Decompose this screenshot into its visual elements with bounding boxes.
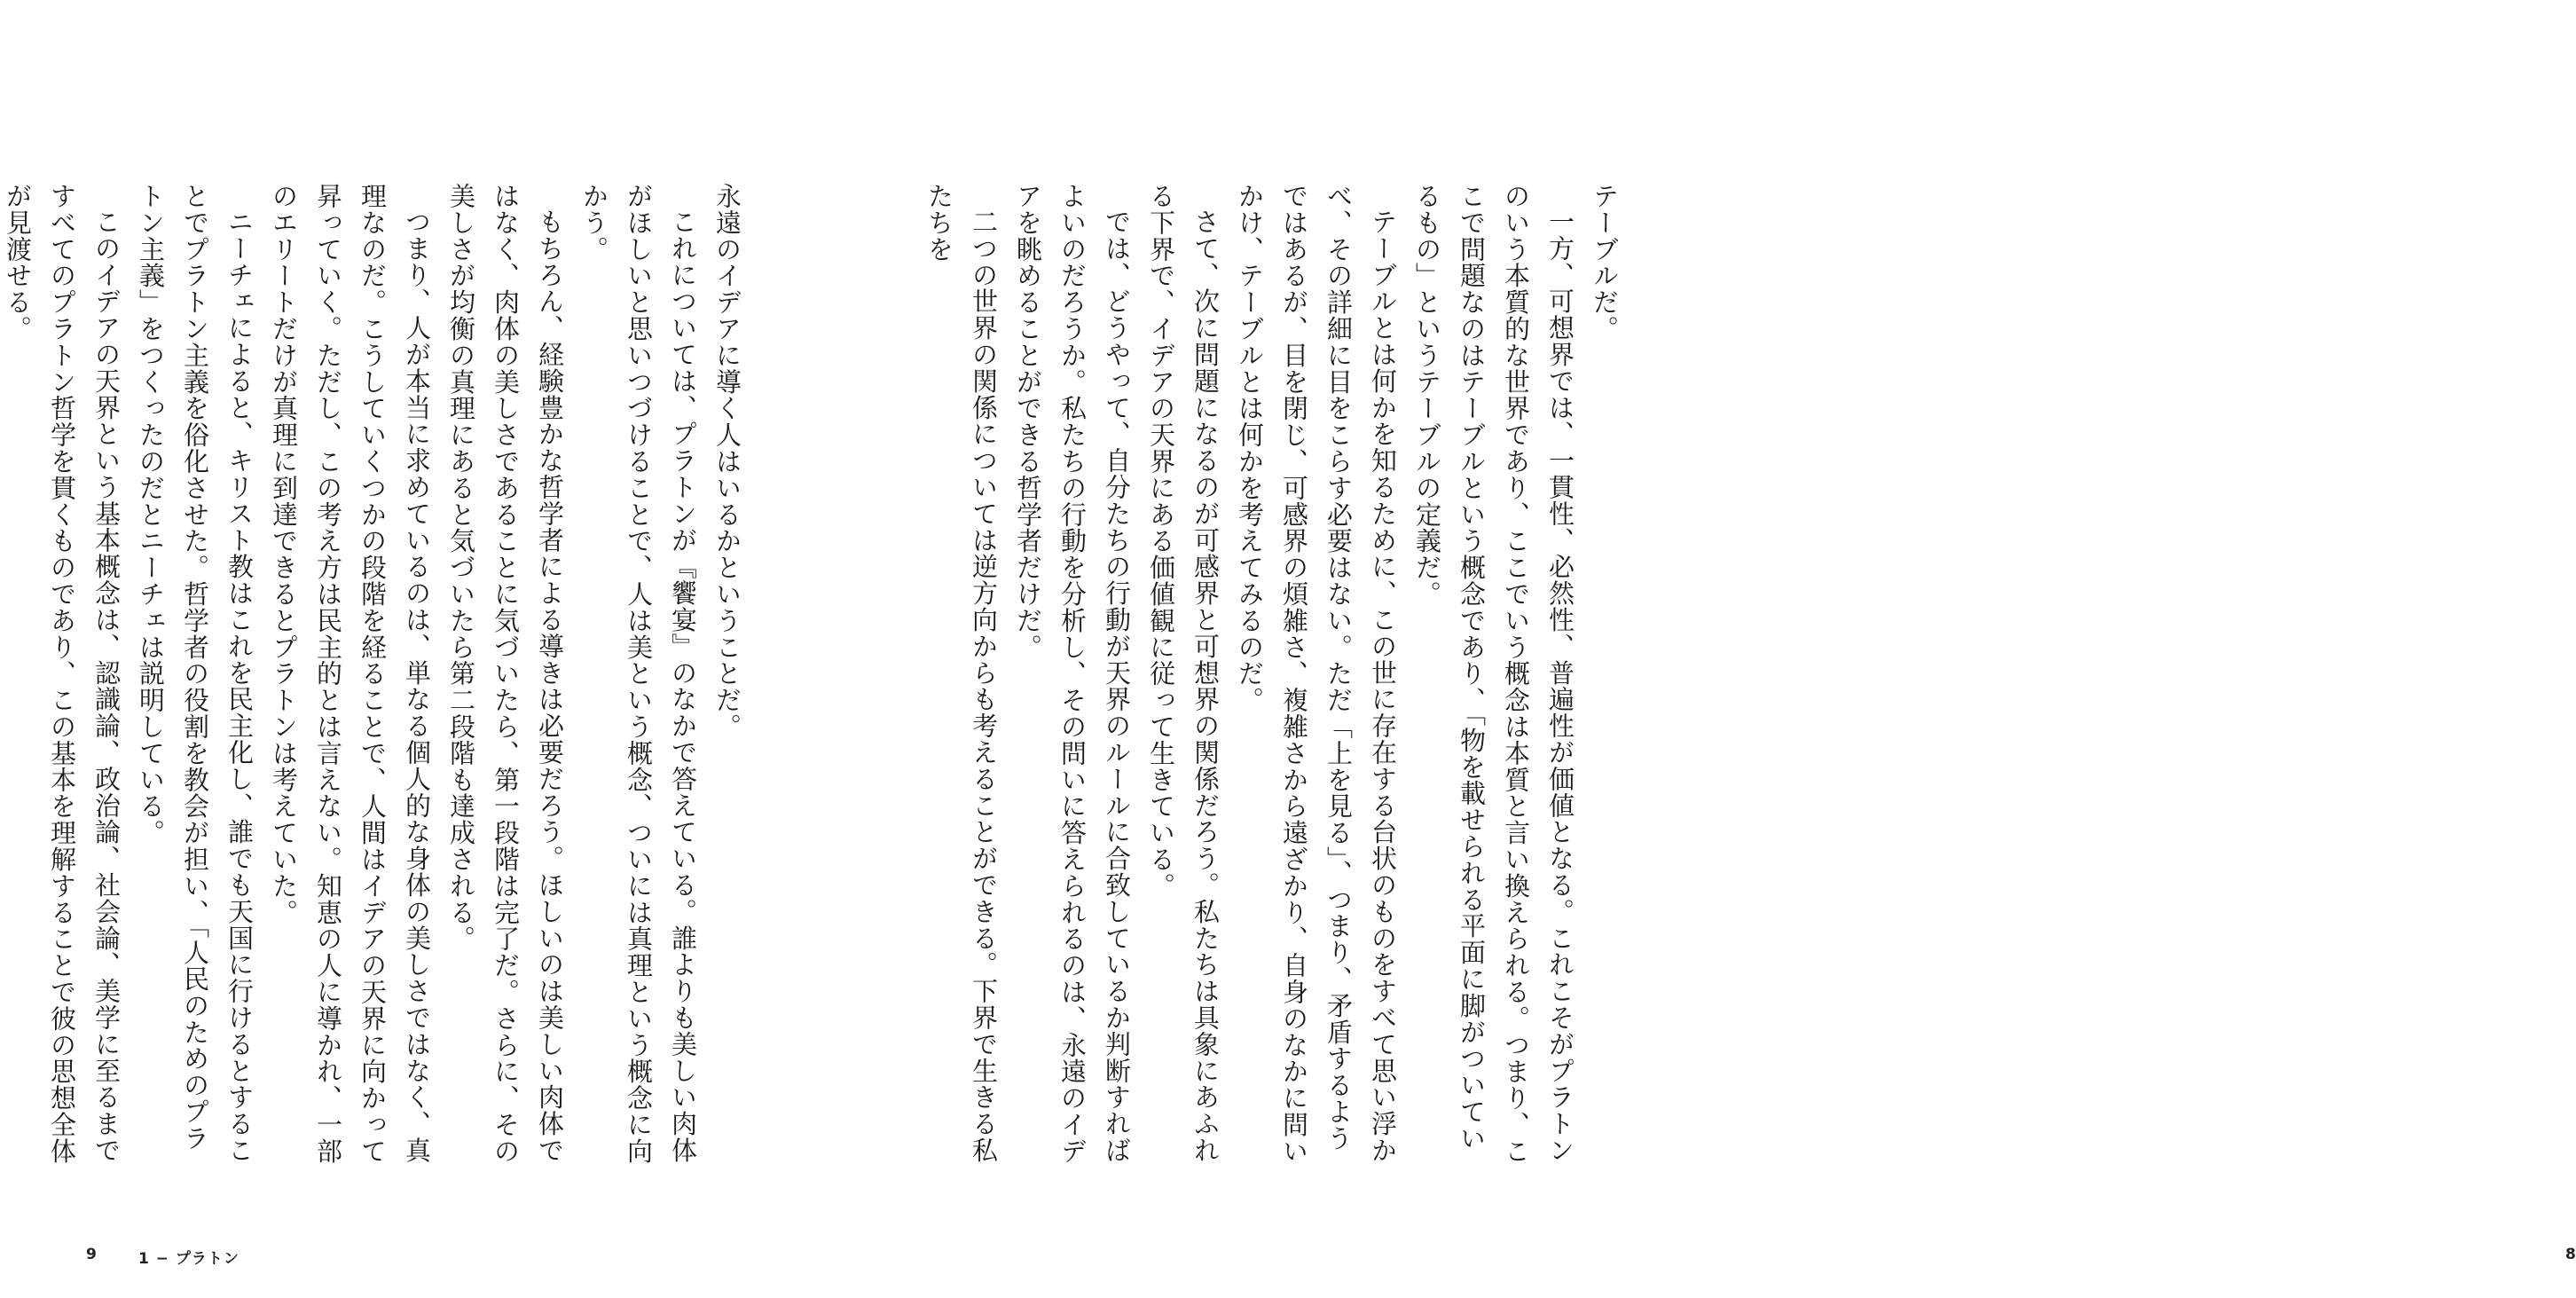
left-page-number: 9: [86, 1246, 97, 1263]
right-paragraph-3: テーブルとは何かを知るために、この世に存在する台状のものをすべて思い浮かべ、その詳細に目をこらす必要はない。ただ「上を見る」、つまり、矛盾するようではあるが、目を閉じ、可感界の煩雑さ、複雑さから遠ざかり、自身のなかに問いかけ、テーブルとは何かを考えてみるのだ。: [1235, 183, 1398, 1165]
left-paragraph-3: もちろん、経験豊かな哲学者による導きは必要だろう。ほしいのは美しい肉体ではなく、肉体の美しさであることに気づいたら、第一段階は完了だ。さらに、その美しさが均衡の真理にあると気づいたら第二段階も達成される。: [446, 183, 565, 1165]
right-paragraph-2: 一方、可想界では、一貫性、必然性、普遍性が価値となる。これこそがプラトンのいう本質的な世界であり、ここでいう概念は本質と言い換えられる。つまり、ここで問題なのはテーブルという概念であり、「物を載せられる平面に脚がついているもの」というテーブルの定義だ。: [1412, 183, 1575, 1165]
right-paragraph-4: さて、次に問題になるのが可感界と可想界の関係だろう。私たちは具象にあふれる下界で、イデアの天界にある価値観に従って生きている。: [1146, 183, 1221, 1164]
right-page-number: 8: [2565, 1246, 2576, 1263]
running-head-chapter: 1 − プラトン: [138, 1250, 240, 1268]
left-paragraph-4: つまり、人が本当に求めているのは、単なる個人的な身体の美しさではなく、真理なのだ。こうしていくつかの段階を経ることで、人間はイデアの天界に向かって昇っていく。ただし、この考え方は民主的とは言えない。知恵の人に導かれ、一部のエリートだけが真理に到達できるとプラトンは考えていた。: [269, 183, 432, 1165]
left-paragraph-5: ニーチェによると、キリスト教はこれを民主化し、誰でも天国に行けるとすることでプラトン主義を俗化させた。哲学者の役割を教会が担い、「人民のためのプラトン主義」をつくったのだとニーチェは説明している。: [136, 183, 255, 1164]
right-page: [887, 0, 2576, 1298]
right-paragraph-5: では、どうやって、自分たちの行動が天界のルールに合致しているか判断すればよいのだろうか。私たちの行動を分析し、その問いに答えられるのは、永遠のイデアを眺めることができる哲学者だけだ。: [1013, 183, 1132, 1165]
right-paragraph-1: テーブルだ。: [1590, 183, 1620, 342]
left-paragraph-2: これについては、プラトンが『饗宴』のなかで答えている。誰よりも美しい肉体がほしいと思いつづけることで、人は美という概念、ついには真理という概念に向かう。: [579, 183, 698, 1165]
left-page-body: [3, 183, 750, 1176]
right-paragraph-6: 二つの世界の関係については逆方向からも考えることができる。下界で生きる私たちを: [924, 183, 999, 1164]
left-page: [0, 0, 887, 1298]
left-paragraph-1: 永遠のイデアに導く人はいるかということだ。: [712, 183, 742, 740]
right-page-body: [917, 183, 1627, 1176]
left-paragraph-6: このイデアの天界という基本概念は、認識論、政治論、社会論、美学に至るまですべてのプラトン哲学を貫くものであり、この基本を理解することで彼の思想全体が見渡せる。: [3, 183, 122, 1165]
